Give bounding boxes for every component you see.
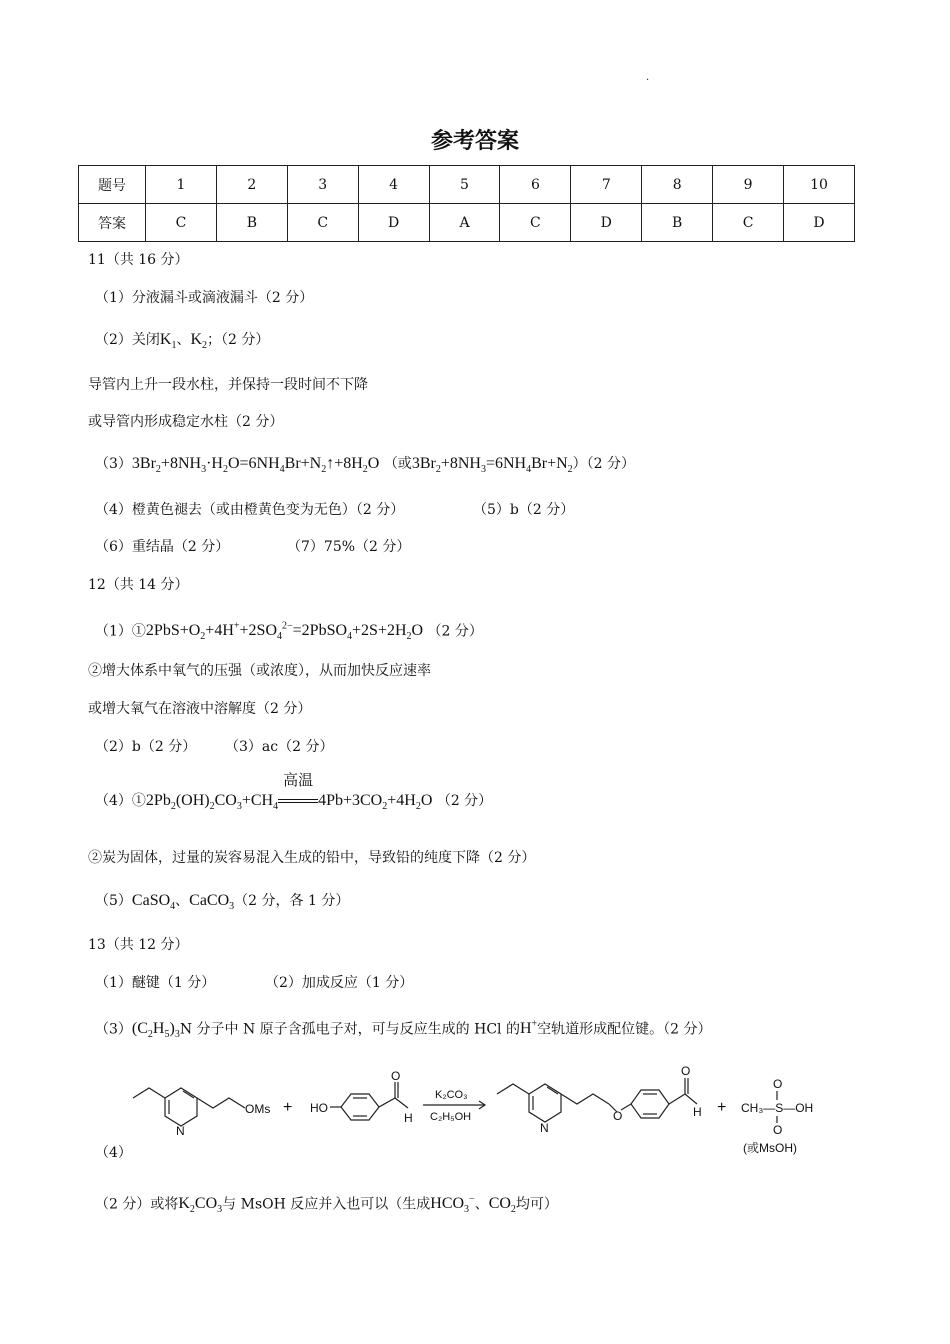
score: ）（2 分）: [572, 456, 636, 472]
cell: 6: [500, 166, 571, 204]
cell: C: [713, 204, 784, 242]
q11-part2: [95, 330, 269, 356]
cell: B: [216, 204, 287, 242]
byproduct-formula: CH₃—S—OH: [741, 1101, 814, 1115]
cell: 3: [287, 166, 358, 204]
q12-part1-line3: 或增大氧气在溶液中溶解度（2 分）: [88, 701, 312, 717]
formula: $CO_2$: [488, 1195, 516, 1216]
cell: 8: [642, 166, 713, 204]
cell: C: [146, 204, 217, 242]
cell: 7: [571, 166, 642, 204]
cell: D: [784, 204, 855, 242]
reagent-top: K₂CO₃: [435, 1089, 468, 1101]
byproduct-o-top: O: [773, 1077, 783, 1091]
q12-heading: 12（共 14 分）: [88, 577, 189, 593]
q13-part4-note: [95, 1190, 558, 1221]
q13-heading: 13（共 12 分）: [88, 937, 189, 953]
row-label: 题号: [79, 166, 146, 204]
cell: 10: [784, 166, 855, 204]
byproduct-o-bottom: O: [773, 1123, 783, 1137]
score: （2 分）: [427, 623, 483, 640]
q12-part4-line2: ②炭为固体，过量的炭容易混入生成的铅中，导致铅的纯度下降（2 分）: [88, 850, 536, 866]
text: （或: [383, 456, 412, 472]
cell: B: [642, 204, 713, 242]
q11-heading: 11（共 16 分）: [88, 252, 189, 268]
label: （4）①: [95, 793, 146, 809]
q11-part2-line3: 或导管内形成稳定水柱（2 分）: [88, 414, 284, 430]
formula: CaSO$_4$: [131, 892, 176, 913]
label: （5）: [95, 893, 132, 909]
product-n-label: N: [540, 1121, 549, 1135]
formula: $HCO_3^-$: [430, 1194, 475, 1216]
q12-part2: （2）b（2 分）: [95, 739, 197, 755]
q13-part2: （2）加成反应（1 分）: [265, 975, 414, 991]
k1: $K_1$: [159, 331, 177, 352]
answer-table: [78, 165, 855, 242]
q12-part1: [95, 617, 483, 648]
reactant-1-n-label: N: [176, 1124, 185, 1138]
q11-part5: （5）b（2 分）: [473, 502, 575, 518]
cell: C: [287, 204, 358, 242]
text: 、: [175, 893, 190, 909]
score: （2 分）: [436, 793, 493, 809]
label: （1）①: [95, 623, 146, 640]
reactant-2-o-label: O: [391, 1069, 401, 1083]
cell: 5: [429, 166, 500, 204]
text: 、: [176, 332, 191, 348]
cell: D: [358, 204, 429, 242]
text: 、: [474, 1196, 489, 1213]
reactant-2-ho-label: HO: [310, 1101, 328, 1115]
product-o-label: O: [613, 1109, 623, 1123]
plus-sign-2: +: [717, 1099, 727, 1116]
q12-part4: [95, 773, 493, 817]
q13-part1: （1）醚键（1 分）: [95, 975, 216, 991]
text: （2）关闭: [95, 332, 160, 348]
equation: $2PbS+O_2+4H^++2SO_4^{2-}=2PbSO_4+2S+2H_2O$: [145, 621, 424, 643]
label: （3）: [95, 1021, 132, 1038]
cell: D: [571, 204, 642, 242]
q11-part1: （1）分液漏斗或滴液漏斗（2 分）: [95, 290, 314, 306]
reactant-2-h-label: H: [404, 1111, 413, 1125]
k2: $K_2$: [190, 331, 208, 352]
label: （3）: [95, 456, 132, 472]
cell: 1: [146, 166, 217, 204]
product-structure: [497, 1078, 697, 1122]
plus-sign: +: [283, 1099, 293, 1116]
reactant-1-oms-label: OMs: [245, 1102, 271, 1116]
q13-part4-label: （4）: [95, 1145, 132, 1161]
cell: 4: [358, 166, 429, 204]
formula: $K_2CO_3$: [178, 1195, 223, 1216]
q11-part3: [95, 454, 635, 480]
formula: CaCO$_3$: [189, 892, 235, 913]
q13-part3: [95, 1015, 712, 1046]
row-label: 答案: [79, 204, 146, 242]
equation: $3Br_2+8NH_3\cdot H_2O=6NH_4Br+N_2↑+8H_2O$: [131, 455, 380, 476]
q11-part4: （4）橙黄色褪去（或由橙黄色变为无色）（2 分）: [95, 502, 405, 518]
product-carbonyl-o-label: O: [681, 1064, 691, 1078]
text: N 分子中 N 原子含孤电子对，可与反应生成的 HCl 的: [179, 1021, 520, 1038]
question-number-row: [79, 166, 855, 204]
condition: 高温: [283, 773, 314, 789]
text: 均可）: [515, 1196, 558, 1213]
cell: 9: [713, 166, 784, 204]
cell: 2: [216, 166, 287, 204]
text: （2 分）或将: [95, 1196, 179, 1213]
q11-part7: （7）75%（2 分）: [287, 539, 411, 555]
cell: C: [500, 204, 571, 242]
byproduct-alt: (或MsOH): [743, 1141, 797, 1155]
equation-alt: $3Br_2+8NH_3=6NH_4Br+N_2$: [411, 455, 573, 476]
reagent-bottom: C₂H₅OH: [430, 1111, 472, 1123]
formula: H+: [519, 1019, 538, 1038]
score: ；（2 分）: [207, 332, 270, 348]
reactant-1-structure: [133, 1088, 245, 1126]
product-h-label: H: [693, 1105, 702, 1119]
text: 空轨道形成配位键。（2 分）: [537, 1021, 712, 1038]
q11-part6: （6）重结晶（2 分）: [95, 539, 230, 555]
page-title: 参考答案: [430, 129, 519, 154]
q12-part5: [95, 891, 349, 917]
reactant-2-structure: [330, 1082, 408, 1120]
cell: A: [429, 204, 500, 242]
reaction-scheme: [125, 1060, 825, 1160]
score: （2 分，各 1 分）: [234, 893, 350, 909]
q12-part1-line2: ②增大体系中氧气的压强（或浓度），从而加快反应速率: [88, 663, 431, 679]
formula: $(C_2H_5)_3$: [131, 1020, 180, 1041]
corner-dot: .: [646, 72, 650, 83]
equation: $2Pb_2(OH)_2CO_3+CH_4$ 高温 $4Pb+3CO_2+4H_2O$: [145, 773, 433, 813]
answer-row: [79, 204, 855, 242]
text: 与 MsOH 反应并入也可以（生成: [222, 1196, 431, 1213]
q11-part2-line2: 导管内上升一段水柱，并保持一段时间不下降: [88, 377, 368, 393]
q12-part3: （3）ac（2 分）: [225, 739, 334, 755]
